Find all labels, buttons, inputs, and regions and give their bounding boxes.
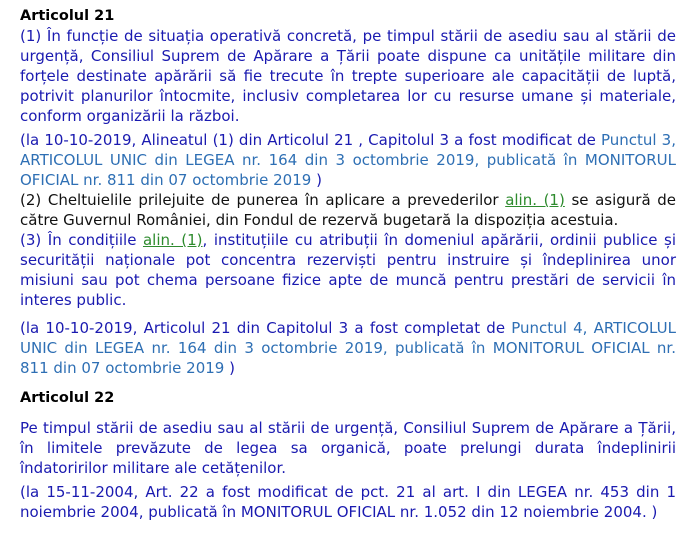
- note-3-law-link[interactable]: Punctul 4, ARTICOLUL UNIC din LEGEA nr. 164 din 3 octombrie 2019, publicată în MONITORUL OFICIAL nr. 811 din 07 octombrie 2019: [20, 319, 676, 377]
- alin-1-link[interactable]: alin. (1): [142, 231, 203, 249]
- article-22-note-1: (la 15-11-2004, Art. 22 a fost modificat de pct. 21 al art. I din LEGEA nr. 453 din 1 noiembrie 2004, publicată în MONITORUL OFICIAL nr. 1.052 din 12 noiembrie 2004. ): [20, 483, 676, 521]
- article-21-title: Articolul 21: [20, 8, 115, 24]
- paragraph-3-prefix: (3) În condițiile: [20, 231, 143, 249]
- note-1-suffix: ): [311, 171, 322, 189]
- paragraph-2-suffix: se asigură de către Guvernul României, din Fondul de rezervă bugetară la dispoziția acestuia.: [20, 191, 676, 229]
- alin-1-link[interactable]: alin. (1): [505, 191, 565, 209]
- paragraph-2-prefix: (2) Cheltuielile prilejuite de punerea în aplicare a prevederilor: [20, 191, 506, 209]
- article-22-paragraph-1: Pe timpul stării de asediu sau al stării de urgență, Consiliul Suprem de Apărare a Țării, în limitele prevăzute de legea sa organică, poate prelungi durata îndeplinirii îndatoririlor militare ale cetățenilor.: [20, 419, 676, 477]
- article-21-paragraph-1: (1) În funcție de situația operativă concretă, pe timpul stării de asediu sau al stării de urgență, Consiliul Suprem de Apărare a Țării poate dispune ca unitățile militare din forțele destinate apărării să fie trecute în trepte superioare ale capacității de luptă, potrivit planurilor întocmite, inclusiv completarea lor cu resurse umane și materiale, conform organizării la război.: [20, 27, 676, 125]
- article-21-paragraph-3: [20, 230, 676, 310]
- article-21-paragraph-2: [20, 190, 676, 230]
- note-3-prefix: (la 10-10-2019, Articolul 21 din Capitolul 3 a fost completat de: [20, 319, 512, 337]
- paragraph-3-suffix: , instituțiile cu atribuții în domeniul apărării, ordinii publice și securității naționale pot concentra rezerviști pentru instruire și îndeplinirea unor misiuni sau pot chema persoane fizice apte de muncă pentru prestări de servicii în interes public.: [20, 231, 676, 309]
- note-1-prefix: (la 10-10-2019, Alineatul (1) din Articolul 21 , Capitolul 3 a fost modificat de: [20, 131, 601, 149]
- note-1-law-link[interactable]: Punctul 3, ARTICOLUL UNIC din LEGEA nr. 164 din 3 octombrie 2019, publicată în MONITORUL OFICIAL nr. 811 din 07 octombrie 2019: [20, 131, 676, 189]
- article-21-note-1: [20, 130, 676, 190]
- note-3-suffix: ): [224, 359, 235, 377]
- article-21-note-3: [20, 318, 676, 378]
- article-22-title: Articolul 22: [20, 390, 115, 406]
